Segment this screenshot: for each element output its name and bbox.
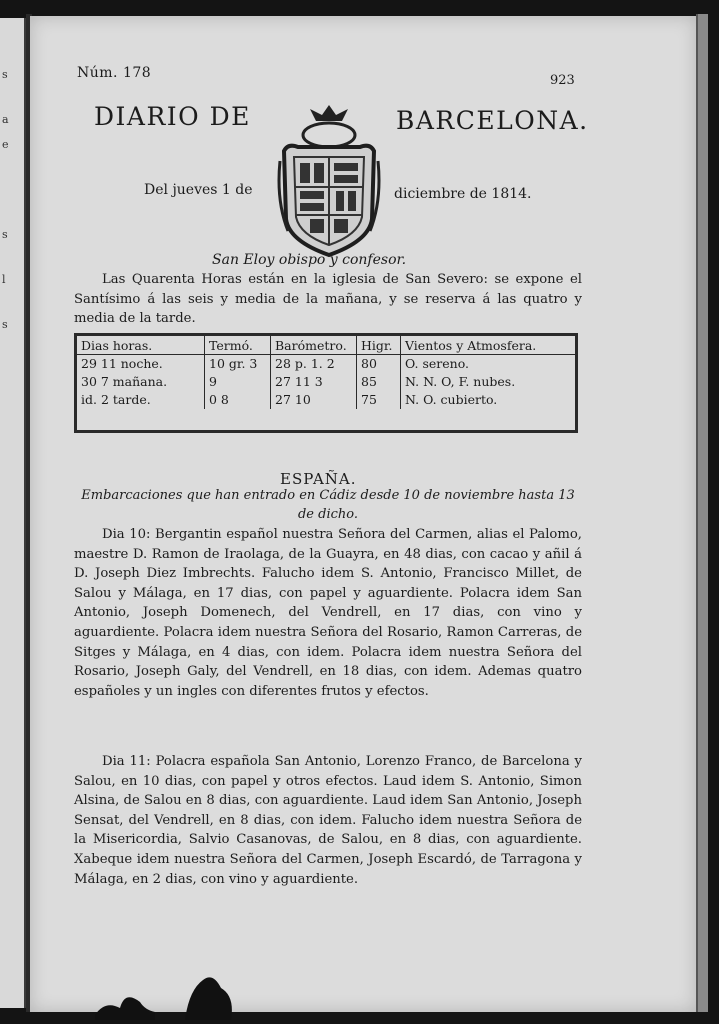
- table-row: [77, 355, 575, 374]
- cell-pressure: 28 p. 1. 2: [271, 355, 357, 374]
- cell-wind: N. O. cubierto.: [401, 391, 576, 409]
- margin-letter: l: [2, 273, 6, 286]
- col-header-barometer: Barómetro.: [271, 336, 357, 355]
- cell-humidity: 75: [357, 391, 401, 409]
- col-header-hygrometer: Higr.: [357, 336, 401, 355]
- section-title: ESPAÑA.: [280, 470, 357, 488]
- cell-temp: 0 8: [205, 391, 271, 409]
- margin-letter: s: [2, 228, 8, 241]
- article-paragraph: Dia 11: Polacra española San Antonio, Lorenzo Franco, de Barcelona y Salou, en 10 dias, con papel y otros efectos. Laud idem S. Antonio, Simon Alsina, de Salou en 8 dias, con aguardiente. Laud idem San Antonio, Joseph Sensat, del Vendrell, en 8 dias, con idem. Falucho idem nuestra Señora de la Misericordia, Salvio Casanovas, de Salou, en 8 dias, con aguardiente. Xabeque idem nuestra Señora del Carmen, Joseph Escardó, de Tarragona y Málaga, en 2 dias, con vino y aguardiente.: [74, 754, 582, 887]
- margin-letter: s: [2, 68, 8, 81]
- date-line-left: Del jueves 1 de: [144, 182, 253, 198]
- cell-wind: N. N. O, F. nubes.: [401, 373, 576, 391]
- col-header-thermometer: Termó.: [205, 336, 271, 355]
- ink-blot-decoration: [85, 960, 255, 1020]
- article-paragraph: Dia 10: Bergantin español nuestra Señora del Carmen, alias el Palomo, maestre D. Ramon de Iraolaga, de la Guayra, en 48 dias, con cacao y añil á D. Joseph Diez Imbrechts. Falucho idem S. Antonio, Francisco Millet, de Salou y Málaga, en 17 dias, con papel y aguardiente. Polacra idem San Antonio, Joseph Domenech, del Vendrell, en 17 dias, con vino y aguardiente. Polacra idem nuestra Señora del Rosario, Ramon Carreras, de Sitges y Málaga, en 4 dias, con idem. Polacra idem nuestra Señora del Rosario, Joseph Galy, del Vendrell, en 18 dias, con idem. Ademas quatro españoles y un ingles con diferentes frutos y efectos.: [74, 527, 582, 699]
- weather-table: [74, 333, 578, 433]
- cell-day: id. 2 tarde.: [81, 392, 151, 407]
- table-row: [77, 391, 575, 409]
- saint-of-day: San Eloy obispo y confesor.: [212, 252, 407, 268]
- page-edge: [696, 14, 708, 1012]
- col-header-days: Dias horas.: [77, 336, 205, 355]
- cell-humidity: 85: [357, 373, 401, 391]
- intro-paragraph: Las Quarenta Horas están en la iglesia de San Severo: se expone el Santísimo á las seis y media de la mañana, y se reserva á las quatro y media de la tarde.: [74, 272, 582, 327]
- date-line-right: diciembre de 1814.: [394, 186, 532, 202]
- cell-pressure: 27 11 3: [271, 373, 357, 391]
- cell-humidity: 80: [357, 355, 401, 374]
- weather-header-row: [77, 336, 575, 355]
- cell-temp: 9: [205, 373, 271, 391]
- margin-letter: a: [2, 113, 9, 126]
- page-number: 923: [550, 73, 575, 88]
- cell-day: 29 11 noche.: [81, 356, 163, 371]
- table-row: [77, 373, 575, 391]
- coat-of-arms-emblem: [274, 101, 384, 261]
- cell-day: 30 7 mañana.: [81, 374, 168, 389]
- issue-number: Núm. 178: [77, 65, 152, 81]
- newspaper-page: [30, 16, 696, 1012]
- cell-temp: 10 gr. 3: [205, 355, 271, 374]
- facing-page-edge: [0, 18, 27, 1008]
- cell-pressure: 27 10: [271, 391, 357, 409]
- cell-wind: O. sereno.: [401, 355, 576, 374]
- margin-letter: s: [2, 318, 8, 331]
- section-subheading: Embarcaciones que han entrado en Cádiz desde 10 de noviembre hasta 13 de dicho.: [81, 488, 575, 522]
- col-header-winds: Vientos y Atmosfera.: [401, 336, 576, 355]
- margin-letter: e: [2, 138, 9, 151]
- masthead-left: DIARIO DE: [94, 102, 251, 131]
- masthead-right: BARCELONA.: [396, 106, 589, 135]
